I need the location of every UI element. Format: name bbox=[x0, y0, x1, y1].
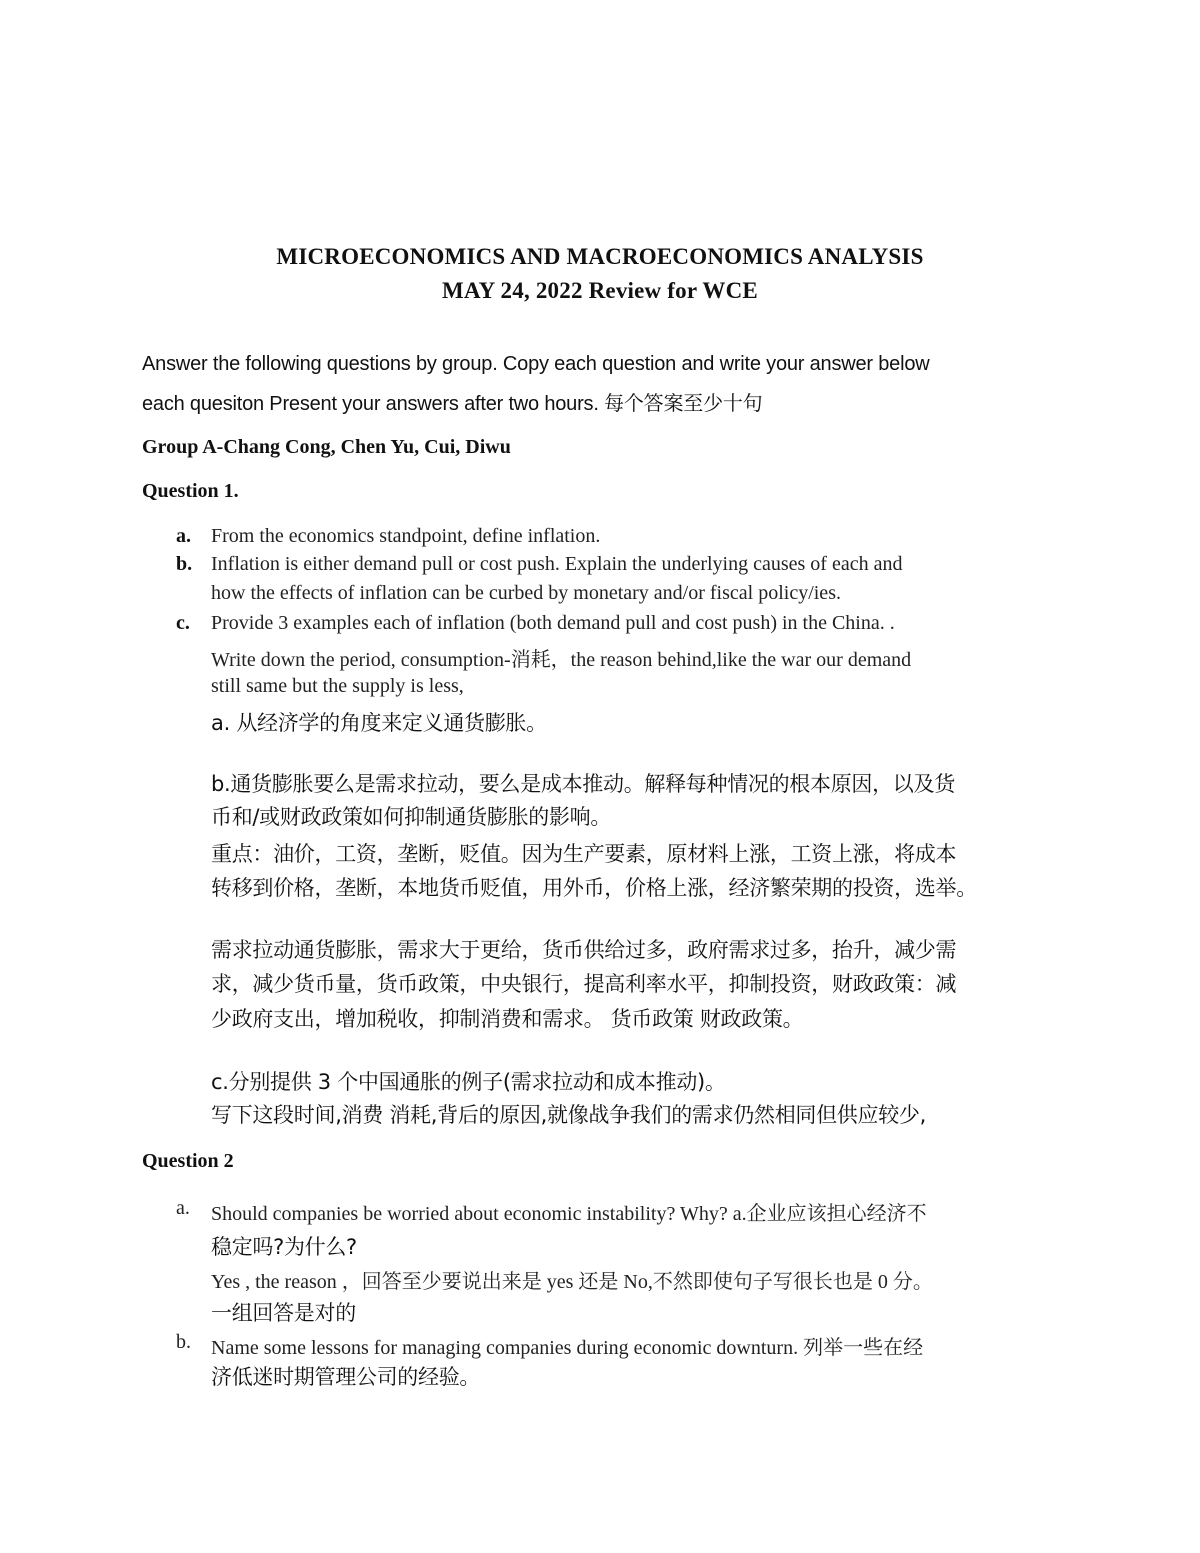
group-heading: Group A-Chang Cong, Chen Yu, Cui, Diwu bbox=[142, 436, 511, 458]
document-subtitle: MAY 24, 2022 Review for WCE bbox=[442, 278, 758, 303]
instructions-line-2: each quesiton Present your answers after two hours. 每个答案至少十句 bbox=[142, 393, 763, 415]
q2-item-a-line-2: 稳定吗?为什么? bbox=[211, 1235, 357, 1259]
q1-item-c-line-3: still same but the supply is less, bbox=[211, 675, 464, 697]
q1-answer-c-line-1: c.分别提供 3 个中国通胀的例子(需求拉动和成本推动)。 bbox=[211, 1070, 726, 1094]
q1-answer-c-line-2: 写下这段时间,消费 消耗,背后的原因,就像战争我们的需求仍然相同但供应较少, bbox=[211, 1103, 926, 1127]
q1-answer-demand-line-3: 少政府支出，增加税收，抑制消费和需求。 货币政策 财政政策。 bbox=[211, 1007, 804, 1031]
q1-item-a-text: From the economics standpoint, define inflation. bbox=[211, 525, 601, 547]
q1-answer-b-line-2: 币和/或财政政策如何抑制通货膨胀的影响。 bbox=[211, 805, 612, 829]
q2-item-b-line-2: 济低迷时期管理公司的经验。 bbox=[211, 1365, 481, 1389]
q1-answer-demand-line-1: 需求拉动通货膨胀，需求大于更给，货币供给过多，政府需求过多，抬升，减少需 bbox=[211, 938, 957, 962]
q1-item-a-label: a. bbox=[176, 525, 191, 547]
q1-answer-b-line-1: b.通货膨胀要么是需求拉动，要么是成本推动。解释每种情况的根本原因，以及货 bbox=[211, 772, 955, 796]
q2-item-a-line-3: Yes , the reason ，回答至少要说出来是 yes 还是 No,不然即使句子写很长也是 0 分。 bbox=[211, 1271, 933, 1293]
q1-item-b-line-2: how the effects of inflation can be curbed by monetary and/or fiscal policy/ies. bbox=[211, 582, 841, 604]
q2-item-a-line-4: 一组回答是对的 bbox=[211, 1301, 356, 1325]
q1-answer-demand-line-2: 求，减少货币量，货币政策，中央银行，提高利率水平，抑制投资，财政政策：减 bbox=[211, 972, 957, 996]
q1-item-c-line-1: Provide 3 examples each of inflation (both demand pull and cost push) in the China. . bbox=[211, 612, 895, 634]
document-title: MICROECONOMICS AND MACROECONOMICS ANALYSIS bbox=[276, 244, 924, 269]
q1-answer-key-points-line-1: 重点：油价，工资，垄断，贬值。因为生产要素，原材料上涨，工资上涨，将成本 bbox=[211, 842, 957, 866]
q2-item-a-label: a. bbox=[176, 1197, 190, 1219]
q1-item-c-line-2: Write down the period, consumption-消耗，the reason behind,like the war our demand bbox=[211, 649, 912, 671]
q2-item-b-line-1: Name some lessons for managing companies during economic downturn. 列举一些在经 bbox=[211, 1337, 924, 1359]
q1-item-b-line-1: Inflation is either demand pull or cost push. Explain the underlying causes of each and bbox=[211, 553, 903, 575]
instructions-line-1: Answer the following questions by group. Copy each question and write your answer below bbox=[142, 353, 930, 375]
q1-item-c-label: c. bbox=[176, 612, 190, 634]
q2-item-b-label: b. bbox=[176, 1331, 191, 1353]
q1-answer-key-points-line-2: 转移到价格，垄断，本地货币贬值，用外币，价格上涨，经济繁荣期的投资，选举。 bbox=[211, 876, 977, 900]
q1-item-b-label: b. bbox=[176, 553, 193, 575]
q1-answer-a: a. 从经济学的角度来定义通货膨胀。 bbox=[211, 711, 547, 735]
question-2-heading: Question 2 bbox=[142, 1150, 234, 1172]
q2-item-a-line-1: Should companies be worried about economic instability? Why? a.企业应该担心经济不 bbox=[211, 1203, 927, 1225]
question-1-heading: Question 1. bbox=[142, 480, 239, 502]
